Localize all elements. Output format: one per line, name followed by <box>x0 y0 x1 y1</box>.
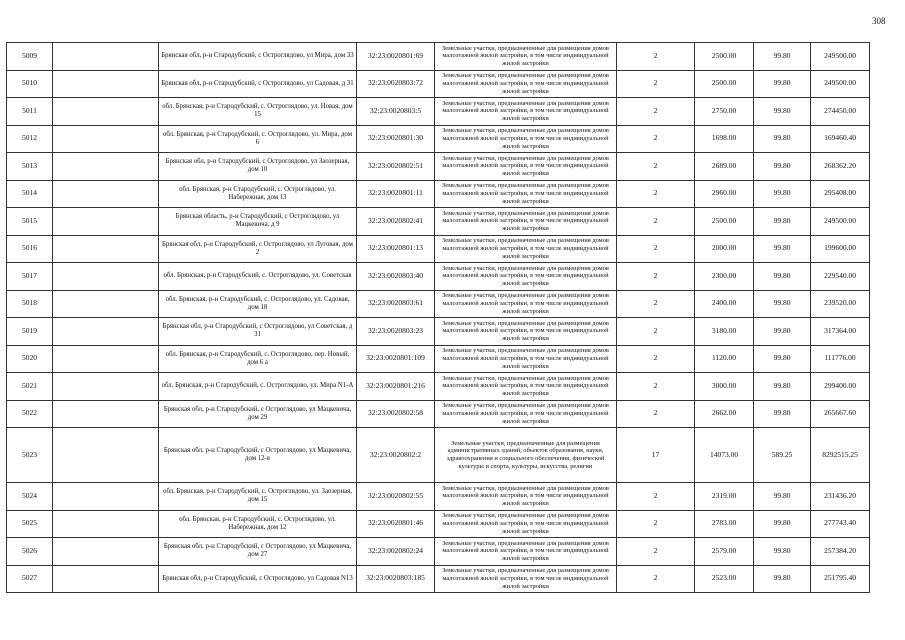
row-number-cell: 5018 <box>7 290 53 318</box>
row-number-cell: 5027 <box>7 565 53 593</box>
area-cell: 2783.00 <box>695 510 754 538</box>
cadastral-number-cell: 32:23:0020801:30 <box>357 125 435 153</box>
blank-cell <box>53 290 159 318</box>
land-use-cell: Земельные участки, предназначенные для размещения домов малоэтажной жилой застройки, в том числе индивидуальной жилой застройки <box>435 70 617 98</box>
blank-cell <box>53 373 159 401</box>
row-number-cell: 5023 <box>7 428 53 483</box>
address-cell: Брянская область, р-н Стародубский, с Остроглядово, ул Мацкевича, д 9 <box>159 208 357 236</box>
use-group-cell: 2 <box>617 125 695 153</box>
area-cell: 3000.00 <box>695 373 754 401</box>
cadastral-number-cell: 32:23:0020803:40 <box>357 263 435 291</box>
table-row <box>7 373 870 401</box>
cadastral-number-cell: 32:23:0020803:5 <box>357 98 435 126</box>
land-use-cell: Земельные участки, предназначенные для размещения домов малоэтажной жилой застройки, в том числе индивидуальной жилой застройки <box>435 125 617 153</box>
specific-value-cell: 99.80 <box>754 208 811 236</box>
table-row <box>7 180 870 208</box>
land-use-cell: Земельные участки, предназначенные для размещения домов малоэтажной жилой застройки, в том числе индивидуальной жилой застройки <box>435 538 617 566</box>
specific-value-cell: 99.80 <box>754 318 811 346</box>
area-cell: 2319.00 <box>695 483 754 511</box>
specific-value-cell: 99.80 <box>754 345 811 373</box>
row-number-cell: 5011 <box>7 98 53 126</box>
use-group-cell: 2 <box>617 235 695 263</box>
use-group-cell: 2 <box>617 70 695 98</box>
row-number-cell: 5025 <box>7 510 53 538</box>
specific-value-cell: 99.80 <box>754 125 811 153</box>
cadastral-value-cell: 251795.40 <box>811 565 870 593</box>
cadastral-number-cell: 32:23:0020802:24 <box>357 538 435 566</box>
land-use-cell: Земельные участки, предназначенные для размещения домов малоэтажной жилой застройки, в том числе индивидуальной жилой застройки <box>435 400 617 428</box>
table-row <box>7 153 870 181</box>
use-group-cell: 2 <box>617 400 695 428</box>
cadastral-number-cell: 32:23:0020802:41 <box>357 208 435 236</box>
address-cell: Брянская обл, р-н Стародубский, с Остроглядово, ул Мацкевича, дом 27 <box>159 538 357 566</box>
cadastral-number-cell: 32:23:0020803:72 <box>357 70 435 98</box>
table-row <box>7 565 870 593</box>
table-row <box>7 263 870 291</box>
cadastral-value-cell: 265667.60 <box>811 400 870 428</box>
row-number-cell: 5020 <box>7 345 53 373</box>
blank-cell <box>53 263 159 291</box>
address-cell: Брянская обл, р-н Стародубский, с Остроглядово, ул Мацкевича, дом 12-в <box>159 428 357 483</box>
area-cell: 2300.00 <box>695 263 754 291</box>
cadastral-number-cell: 32:23:0020803:23 <box>357 318 435 346</box>
cadastral-number-cell: 32:23:0020803:61 <box>357 290 435 318</box>
row-number-cell: 5013 <box>7 153 53 181</box>
table-row <box>7 98 870 126</box>
row-number-cell: 5022 <box>7 400 53 428</box>
land-use-cell: Земельные участки, предназначенные для размещения домов малоэтажной жилой застройки, в том числе индивидуальной жилой застройки <box>435 43 617 71</box>
address-cell: Брянская обл, р-н Стародубский, с Остроглядово, ул Садовая, д 31 <box>159 70 357 98</box>
cadastral-number-cell: 32:23:0020801:13 <box>357 235 435 263</box>
land-use-cell: Земельные участки, предназначенные для размещения домов малоэтажной жилой застройки, в том числе индивидуальной жилой застройки <box>435 263 617 291</box>
land-use-cell: Земельные участки, предназначенные для размещения домов малоэтажной жилой застройки, в том числе индивидуальной жилой застройки <box>435 483 617 511</box>
row-number-cell: 5019 <box>7 318 53 346</box>
page-number: 308 <box>872 16 886 26</box>
land-use-cell: Земельные участки, предназначенные для размещения домов малоэтажной жилой застройки, в том числе индивидуальной жилой застройки <box>435 565 617 593</box>
row-number-cell: 5021 <box>7 373 53 401</box>
cadastral-value-cell: 317364.00 <box>811 318 870 346</box>
use-group-cell: 2 <box>617 98 695 126</box>
address-cell: обл. Брянская, р-н Стародубский, с. Остроглядово, ул. Садовая, дом 18 <box>159 290 357 318</box>
area-cell: 2523.00 <box>695 565 754 593</box>
use-group-cell: 2 <box>617 373 695 401</box>
specific-value-cell: 99.80 <box>754 70 811 98</box>
address-cell: обл. Брянская, р-н Стародубский, с. Остроглядово, пер. Новый, дом 6 а <box>159 345 357 373</box>
cadastral-number-cell: 32:23:0020801:109 <box>357 345 435 373</box>
row-number-cell: 5016 <box>7 235 53 263</box>
specific-value-cell: 99.80 <box>754 43 811 71</box>
specific-value-cell: 99.80 <box>754 263 811 291</box>
cadastral-value-cell: 231436.20 <box>811 483 870 511</box>
table-row <box>7 483 870 511</box>
land-use-cell: Земельные участки, предназначенные для размещения домов малоэтажной жилой застройки, в том числе индивидуальной жилой застройки <box>435 180 617 208</box>
cadastral-value-cell: 229540.00 <box>811 263 870 291</box>
address-cell: Брянская обл, р-н Стародубский, с Остроглядово, ул Садовая N13 <box>159 565 357 593</box>
cadastral-value-cell: 249500.00 <box>811 70 870 98</box>
table-body <box>7 43 870 593</box>
use-group-cell: 2 <box>617 290 695 318</box>
area-cell: 1698.00 <box>695 125 754 153</box>
area-cell: 2400.00 <box>695 290 754 318</box>
cadastral-value-cell: 274450.00 <box>811 98 870 126</box>
blank-cell <box>53 510 159 538</box>
specific-value-cell: 99.80 <box>754 235 811 263</box>
row-number-cell: 5015 <box>7 208 53 236</box>
blank-cell <box>53 345 159 373</box>
cadastral-value-cell: 8292515.25 <box>811 428 870 483</box>
area-cell: 1120.00 <box>695 345 754 373</box>
cadastral-value-cell: 299400.00 <box>811 373 870 401</box>
use-group-cell: 2 <box>617 318 695 346</box>
use-group-cell: 2 <box>617 153 695 181</box>
specific-value-cell: 99.80 <box>754 483 811 511</box>
blank-cell <box>53 538 159 566</box>
table-row <box>7 318 870 346</box>
address-cell: обл. Брянская, р-н Стародубский, с. Остроглядово, ул. Новая, дом 15 <box>159 98 357 126</box>
row-number-cell: 5017 <box>7 263 53 291</box>
table-row <box>7 208 870 236</box>
use-group-cell: 2 <box>617 538 695 566</box>
blank-cell <box>53 428 159 483</box>
blank-cell <box>53 70 159 98</box>
cadastral-number-cell: 32:23:0020801:11 <box>357 180 435 208</box>
address-cell: Брянская обл, р-н Стародубский, с Остроглядово, ул Мацкевича, дом 29 <box>159 400 357 428</box>
table-row <box>7 235 870 263</box>
cadastral-number-cell: 32:23:0020803:185 <box>357 565 435 593</box>
use-group-cell: 2 <box>617 208 695 236</box>
cadastral-value-cell: 277743.40 <box>811 510 870 538</box>
specific-value-cell: 99.80 <box>754 180 811 208</box>
cadastral-value-cell: 199600.00 <box>811 235 870 263</box>
use-group-cell: 2 <box>617 510 695 538</box>
row-number-cell: 5012 <box>7 125 53 153</box>
land-use-cell: Земельные участки, предназначенные для размещения домов малоэтажной жилой застройки, в том числе индивидуальной жилой застройки <box>435 345 617 373</box>
use-group-cell: 2 <box>617 180 695 208</box>
cadastral-number-cell: 32:23:0020802:51 <box>357 153 435 181</box>
row-number-cell: 5026 <box>7 538 53 566</box>
use-group-cell: 17 <box>617 428 695 483</box>
address-cell: Брянская обл, р-н Стародубский, с Остроглядово, ул Советская, д 31 <box>159 318 357 346</box>
area-cell: 2662.00 <box>695 400 754 428</box>
land-use-cell: Земельные участки, предназначенные для размещения домов малоэтажной жилой застройки, в том числе индивидуальной жилой застройки <box>435 153 617 181</box>
area-cell: 2500.00 <box>695 208 754 236</box>
area-cell: 2000.00 <box>695 235 754 263</box>
land-use-cell: Земельные участки, предназначенные для размещения домов малоэтажной жилой застройки, в том числе индивидуальной жилой застройки <box>435 208 617 236</box>
table-row <box>7 43 870 71</box>
specific-value-cell: 99.80 <box>754 510 811 538</box>
use-group-cell: 2 <box>617 43 695 71</box>
cadastral-value-cell: 249500.00 <box>811 43 870 71</box>
cadastral-value-cell: 239520.00 <box>811 290 870 318</box>
address-cell: Брянская обл, р-н Стародубский, с Остроглядово, ул Луговая, дом 2 <box>159 235 357 263</box>
land-use-cell: Земельные участки, предназначенные для размещения административных зданий, объектов образования, науки, здравоохранения и социального обеспечения, физической культуры и спорта, культуры, искусства, религии <box>435 428 617 483</box>
row-number-cell: 5009 <box>7 43 53 71</box>
blank-cell <box>53 318 159 346</box>
area-cell: 3180.00 <box>695 318 754 346</box>
specific-value-cell: 589.25 <box>754 428 811 483</box>
specific-value-cell: 99.80 <box>754 400 811 428</box>
table-row <box>7 125 870 153</box>
table-row <box>7 70 870 98</box>
blank-cell <box>53 43 159 71</box>
cadastral-number-cell: 32:23:0020802:2 <box>357 428 435 483</box>
address-cell: обл. Брянская, р-н Стародубский, с. Остроглядово, ул. Набережная, дом 13 <box>159 180 357 208</box>
table-row <box>7 538 870 566</box>
area-cell: 2500.00 <box>695 70 754 98</box>
blank-cell <box>53 180 159 208</box>
blank-cell <box>53 98 159 126</box>
table-row <box>7 428 870 483</box>
area-cell: 2750.00 <box>695 98 754 126</box>
specific-value-cell: 99.80 <box>754 290 811 318</box>
land-use-cell: Земельные участки, предназначенные для размещения домов малоэтажной жилой застройки, в том числе индивидуальной жилой застройки <box>435 98 617 126</box>
row-number-cell: 5010 <box>7 70 53 98</box>
use-group-cell: 2 <box>617 263 695 291</box>
area-cell: 2689.00 <box>695 153 754 181</box>
cadastral-value-cell: 268362.20 <box>811 153 870 181</box>
cadastral-number-cell: 32:23:0020802:58 <box>357 400 435 428</box>
land-use-cell: Земельные участки, предназначенные для размещения домов малоэтажной жилой застройки, в том числе индивидуальной жилой застройки <box>435 290 617 318</box>
land-use-cell: Земельные участки, предназначенные для размещения домов малоэтажной жилой застройки, в том числе индивидуальной жилой застройки <box>435 510 617 538</box>
table-row <box>7 400 870 428</box>
address-cell: обл. Брянская, р-н Стародубский, с. Остроглядово, ул. Набережная, дом 12 <box>159 510 357 538</box>
cadastral-value-cell: 295408.00 <box>811 180 870 208</box>
specific-value-cell: 99.80 <box>754 98 811 126</box>
cadastral-number-cell: 32:23:0020802:55 <box>357 483 435 511</box>
row-number-cell: 5024 <box>7 483 53 511</box>
use-group-cell: 2 <box>617 483 695 511</box>
specific-value-cell: 99.80 <box>754 538 811 566</box>
area-cell: 2579.00 <box>695 538 754 566</box>
specific-value-cell: 99.80 <box>754 565 811 593</box>
blank-cell <box>53 483 159 511</box>
address-cell: обл. Брянская, р-н Стародубский, с. Остроглядово, ул. Советская <box>159 263 357 291</box>
area-cell: 2500.00 <box>695 43 754 71</box>
area-cell: 14073.00 <box>695 428 754 483</box>
cadastral-number-cell: 32:23:0020801:216 <box>357 373 435 401</box>
cadastral-value-cell: 169460.40 <box>811 125 870 153</box>
use-group-cell: 2 <box>617 565 695 593</box>
cadastral-value-cell: 249500.00 <box>811 208 870 236</box>
specific-value-cell: 99.80 <box>754 153 811 181</box>
land-use-cell: Земельные участки, предназначенные для размещения домов малоэтажной жилой застройки, в том числе индивидуальной жилой застройки <box>435 373 617 401</box>
row-number-cell: 5014 <box>7 180 53 208</box>
address-cell: обл. Брянская, р-н Стародубский, с. Остроглядово, ул. Мира, дом 6 <box>159 125 357 153</box>
land-use-cell: Земельные участки, предназначенные для размещения домов малоэтажной жилой застройки, в том числе индивидуальной жилой застройки <box>435 235 617 263</box>
cadastral-number-cell: 32:23:0020801:69 <box>357 43 435 71</box>
blank-cell <box>53 565 159 593</box>
cadastral-number-cell: 32:23:0020801:46 <box>357 510 435 538</box>
blank-cell <box>53 235 159 263</box>
blank-cell <box>53 125 159 153</box>
specific-value-cell: 99.80 <box>754 373 811 401</box>
address-cell: обл. Брянская, р-н Стародубский, с. Остроглядово, ул. Мира N1-А <box>159 373 357 401</box>
address-cell: Брянская обл, р-н Стародубский, с Остроглядово, ул Заозерная, дом 10 <box>159 153 357 181</box>
use-group-cell: 2 <box>617 345 695 373</box>
address-cell: обл. Брянская, р-н Стародубский, с. Остроглядово, ул. Заозерная, дом 15 <box>159 483 357 511</box>
blank-cell <box>53 400 159 428</box>
blank-cell <box>53 208 159 236</box>
blank-cell <box>53 153 159 181</box>
land-registry-table <box>6 42 870 593</box>
cadastral-value-cell: 257384.20 <box>811 538 870 566</box>
area-cell: 2960.00 <box>695 180 754 208</box>
table-row <box>7 510 870 538</box>
land-use-cell: Земельные участки, предназначенные для размещения домов малоэтажной жилой застройки, в том числе индивидуальной жилой застройки <box>435 318 617 346</box>
table-row <box>7 290 870 318</box>
cadastral-value-cell: 111776.00 <box>811 345 870 373</box>
address-cell: Брянская обл, р-н Стародубский, с Остроглядово, ул Мира, дом 33 <box>159 43 357 71</box>
table-row <box>7 345 870 373</box>
